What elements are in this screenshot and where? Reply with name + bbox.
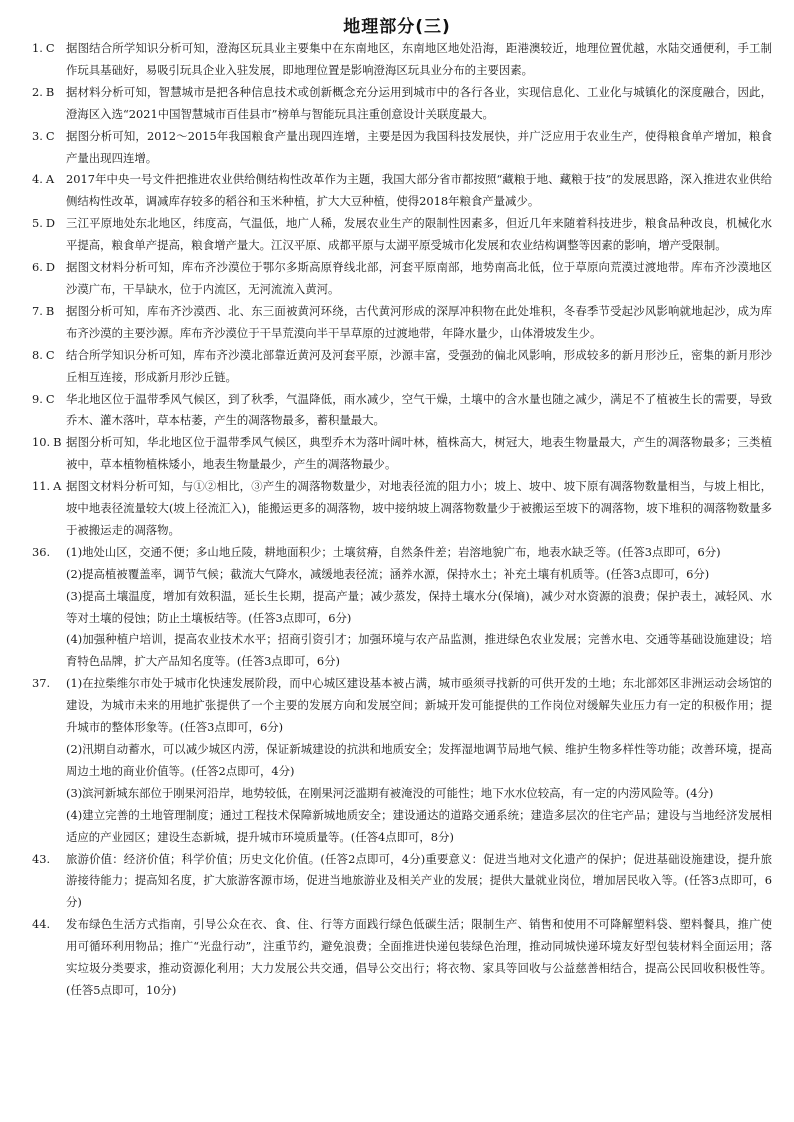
- question-number: 6.: [32, 260, 43, 275]
- question-number: 43.: [32, 851, 51, 866]
- choice-answer-item: [32, 126, 772, 170]
- page-title: 地理部分(三): [343, 17, 451, 37]
- answer-letter: D: [45, 216, 56, 231]
- question-label: [32, 169, 54, 191]
- explanation-text: 据图结合所学知识分析可知，澄海区玩具业主要集中在东南地区，东南地区地处沿海，距港澳较近，地理位置优越，水陆交通便利，手工制作玩具基础好，易吸引玩具企业入驻发展，即地理位置是影响澄海区玩具业分布的主要因素。: [66, 41, 772, 77]
- answer-list: [32, 38, 772, 1002]
- explanation-text: 据图分析可知，库布齐沙漠西、北、东三面被黄河环绕，古代黄河形成的深厚冲积物在此处堆积，冬春季节受起沙风影响就地起沙，成为库布齐沙漠的主要沙源。库布齐沙漠位于干旱荒漠向半干旱草原的过渡地带，年降水量少，山体滑坡发生少。: [66, 303, 772, 340]
- answer-part: (2)提高植被覆盖率，调节气候；截流大气降水，减缓地表径流；涵养水源，保持水土；补充土壤有机质等。(任答3点即可，6分): [66, 566, 710, 581]
- question-label: [32, 432, 62, 454]
- question-label: [32, 213, 55, 235]
- question-label: [32, 38, 55, 60]
- choice-answer-item: [32, 389, 772, 433]
- open-answer-item: [32, 673, 772, 848]
- open-answer-item: [32, 849, 772, 915]
- answer-part: 发布绿色生活方式指南，引导公众在衣、食、住、行等方面践行绿色低碳生活；限制生产、销售和使用不可降解塑料袋、塑料餐具，推广使用可循环利用物品；推广“光盘行动”，注重节约，避免浪费；全面推进快递包装绿色治理，推动同城快递环境友好型包装材料全面运用；落实垃圾分类要求，推动资源化利用；大力发展公共交通，倡导公交出行；将衣物、家具等回收与公益慈善相结合，提高公民回收积极性等。(任答5点即可，10分): [66, 917, 772, 997]
- explanation-text: 据图分析可知，华北地区位于温带季风气候区，典型乔木为落叶阔叶林，植株高大，树冠大，地表生物量最大，产生的凋落物最多；三类植被中，草本植物植株矮小，地表生物量最少，产生的凋落物最少。: [66, 435, 772, 472]
- choice-answer-item: [32, 345, 772, 389]
- question-number: 9.: [32, 391, 43, 406]
- choice-answer-item: [32, 476, 772, 542]
- question-label: [32, 126, 55, 148]
- answer-part: (1)地处山区，交通不便；多山地丘陵，耕地面积少；土壤贫瘠，自然条件差；岩溶地貌广布，地表水缺乏等。(任答3点即可，6分): [66, 544, 721, 559]
- open-answer-item: [32, 542, 772, 673]
- choice-answer-item: [32, 213, 772, 257]
- explanation-text: 结合所学知识分析可知，库布齐沙漠北部靠近黄河及河套平原，沙源丰富，受强劲的偏北风影响，形成较多的新月形沙丘，密集的新月形沙丘相互连接，形成新月形沙丘链。: [66, 347, 772, 384]
- question-number: 44.: [32, 917, 51, 932]
- answer-letter: A: [53, 479, 62, 494]
- question-number: 2.: [32, 84, 43, 99]
- question-label: [32, 345, 55, 367]
- answer-letter: C: [45, 347, 55, 362]
- question-label: [32, 257, 55, 279]
- choice-answer-item: [32, 257, 772, 301]
- question-number: 1.: [32, 41, 43, 55]
- explanation-text: 2017年中央一号文件把推进农业供给侧结构性改革作为主题，我国大部分省市都按照“藏粮于地、藏粮于技”的发展思路，深入推进农业供给侧结构性改革，调减库存较多的稻谷和玉米种植，扩大大豆种植，使得2018年粮食产量减少。: [66, 172, 772, 209]
- answer-part: (4)建立完善的土地管理制度；通过工程技术保障新城地质安全；建设通达的道路交通系统；建造多层次的住宅产品；建设与当地经济发展相适应的产业园区；建设生态新城，提升城市环境质量等。(任答4点即可，8分): [66, 807, 772, 844]
- answer-part: (4)加强种植户培训，提高农业技术水平；招商引资引才；加强环境与农产品监测，推进绿色农业发展；完善水电、交通等基础设施建设；培育特色品牌，扩大产品知名度等。(任答3点即可，6分): [66, 632, 772, 669]
- explanation-text: 据图文材料分析可知，与①②相比，③产生的凋落物数量少，对地表径流的阻力小；坡上、坡中、坡下原有凋落物数量相当，与坡上相比，坡中地表径流量较大(坡上径流汇入)，能搬运更多的凋落物，坡中接纳坡上凋落物数量少于被搬运至坡下的凋落物，坡下堆积的凋落物数量多于被搬运走的凋落物。: [66, 479, 772, 537]
- answer-part: (3)提高土壤温度，增加有效积温，延长生长期，提高产量；减少蒸发，保持土壤水分(保墒)，减少对水资源的浪费；保护表土，减轻风、水等对土壤的侵蚀；防止土壤板结等。(任答3点即可，6分): [66, 588, 772, 625]
- answer-part: (3)滨河新城东部位于刚果河沿岸，地势较低，在刚果河泛滥期有被淹没的可能性；地下水水位较高，有一定的内涝风险等。(4分): [66, 785, 714, 800]
- question-number: 5.: [32, 216, 43, 231]
- question-label: [32, 476, 61, 498]
- explanation-text: 华北地区位于温带季风气候区，到了秋季，气温降低，雨水减少，空气干燥，土壤中的含水量也随之减少，满足不了植被生长的需要，导致乔木、灌木落叶，草本枯萎，产生的凋落物最多，蓄积量最大。: [66, 391, 772, 428]
- answer-letter: C: [45, 128, 55, 143]
- answer-letter: B: [45, 84, 55, 99]
- choice-answer-item: [32, 301, 772, 345]
- choice-answer-item: [32, 169, 772, 213]
- answer-letter: D: [45, 260, 56, 275]
- choice-answer-item: [32, 82, 772, 126]
- answer-letter: C: [45, 391, 55, 406]
- question-number: 7.: [32, 303, 43, 318]
- question-number: 10.: [32, 435, 51, 450]
- answer-part: (2)汛期自动蓄水，可以减少城区内涝，保证新城建设的抗洪和地质安全；发挥湿地调节局地气候、维护生物多样性等功能；改善环境，提高周边土地的商业价值等。(任答2点即可，4分): [66, 742, 772, 778]
- question-number: 8.: [32, 347, 43, 362]
- question-label: [32, 389, 55, 411]
- explanation-text: 据图文材料分析可知，库布齐沙漠位于鄂尔多斯高原脊线北部，河套平原南部，地势南高北低，位于草原向荒漠过渡地带。库布齐沙漠地区沙漠广布，干旱缺水，位于内流区，无河流流入黄河。: [66, 260, 772, 296]
- question-number: 4.: [32, 172, 43, 187]
- explanation-text: 据图分析可知，2012～2015年我国粮食产量出现四连增，主要是因为我国科技发展快，并广泛应用于农业生产，使得粮食单产增加，粮食产量出现四连增。: [66, 128, 772, 165]
- answer-letter: A: [45, 172, 55, 187]
- answer-letter: C: [45, 41, 55, 55]
- question-number: 37.: [32, 676, 51, 691]
- open-answer-item: [32, 914, 772, 1002]
- choice-answer-item: [32, 38, 772, 82]
- answer-letter: B: [45, 303, 55, 318]
- answer-letter: B: [53, 435, 62, 450]
- question-number: 11.: [32, 479, 51, 494]
- answer-part: 旅游价值：经济价值；科学价值；历史文化价值。(任答2点即可，4分)重要意义：促进当地对文化遗产的保护；促进基础设施建设，提升旅游接待能力；提高知名度，扩大旅游客源市场，促进当地旅游业及相关产业的发展；提供大量就业岗位，增加居民收入等。(任答3点即可，6分): [66, 851, 772, 910]
- choice-answer-item: [32, 432, 772, 476]
- question-number: 3.: [32, 128, 43, 143]
- question-number: 36.: [32, 544, 51, 559]
- question-label: [32, 301, 54, 323]
- answer-part: (1)在拉柴维尔市处于城市化快速发展阶段，而中心城区建设基本被占满，城市亟须寻找新的可供开发的土地；东北部郊区非洲运动会场馆的建设，为城市未来的用地扩张提供了一个主要的发展方向和发展空间；新城开发可能提供的工作岗位对缓解失业压力有一定的积极作用；提升城市的整体形象等。(任答3点即可，6分): [66, 676, 772, 735]
- explanation-text: 三江平原地处东北地区，纬度高，气温低，地广人稀，发展农业生产的限制性因素多，但近几年来随着科技进步，粮食品种改良，机械化水平提高，粮食单产提高，粮食增产量大。江汉平原、成都平原与太湖平原受城市化发展和农业结构调整等因素的影响，增产受限制。: [66, 216, 772, 253]
- explanation-text: 据材料分析可知，智慧城市是把各种信息技术或创新概念充分运用到城市中的各行各业，实现信息化、工业化与城镇化的深度融合，因此，澄海区入选“2021中国智慧城市百佳县市”榜单与智能玩具注重创意设计关联度最大。: [66, 84, 772, 121]
- question-label: [32, 82, 54, 104]
